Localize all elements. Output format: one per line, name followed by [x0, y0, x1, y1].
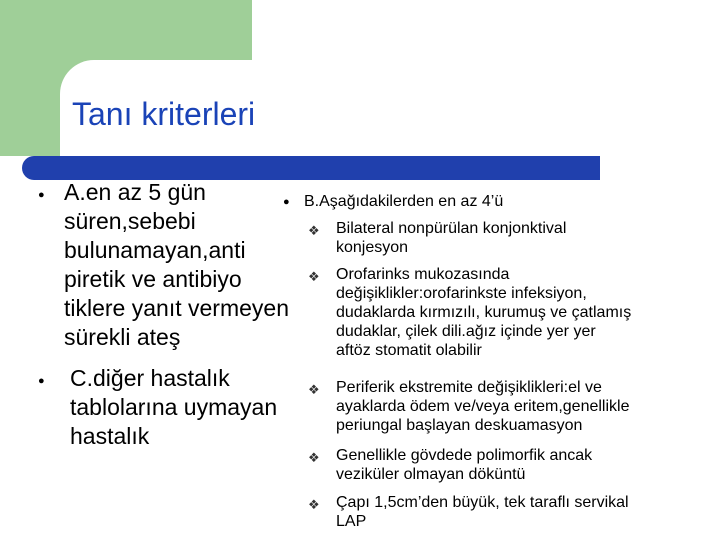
- criterion-b-item: [308, 493, 716, 531]
- diamond-bullet-icon: ❖: [308, 450, 320, 465]
- criterion-b-item: [308, 378, 716, 435]
- disc-bullet-icon: ●: [38, 189, 45, 201]
- diamond-bullet-icon: ❖: [308, 269, 320, 284]
- criterion-b-item-text: Genellikle gövdede polimorfik ancak veziküler olmayan döküntü: [336, 447, 593, 483]
- criterion-b-item: [308, 265, 716, 360]
- disc-bullet-icon: ●: [283, 196, 290, 208]
- criterion-a-text: A.en az 5 gün süren,sebebi bulunamayan,anti piretik ve antibiyo tiklere yanıt vermeyen sürekli ateş: [64, 179, 289, 350]
- slide-title: Tanı kriterleri: [72, 96, 256, 132]
- criterion-b-item-text: Periferik ekstremite değişiklikleri:el ve ayaklarda ödem ve/veya eritem,genellikle periungal başlayan deskuamasyon: [336, 379, 630, 434]
- criterion-b-item-text: Orofarinks mukozasında değişiklikler:orofarinkste infeksiyon, dudaklarda kırmızılı, kurumuş ve çatlamış dudaklar, çilek dili.ağız içinde yer yer aftöz stomatit olabilir: [336, 266, 632, 359]
- criterion-b-item: [308, 446, 716, 484]
- disc-bullet-icon: ●: [38, 375, 45, 387]
- criterion-b-item-text: Bilateral nonpürülan konjonktival konjesyon: [336, 220, 567, 256]
- title-underline-bar: [22, 156, 600, 180]
- diamond-bullet-icon: ❖: [308, 223, 320, 238]
- criterion-b-item-text: Çapı 1,5cm’den büyük, tek taraflı servikal LAP: [336, 494, 629, 530]
- criterion-c-text: C.diğer hastalık tablolarına uymayan hastalık: [70, 365, 278, 449]
- criterion-b-item: [308, 219, 716, 257]
- diamond-bullet-icon: ❖: [308, 497, 320, 512]
- criterion-b-heading: B.Aşağıdakilerden en az 4’ü: [304, 193, 504, 210]
- diamond-bullet-icon: ❖: [308, 382, 320, 397]
